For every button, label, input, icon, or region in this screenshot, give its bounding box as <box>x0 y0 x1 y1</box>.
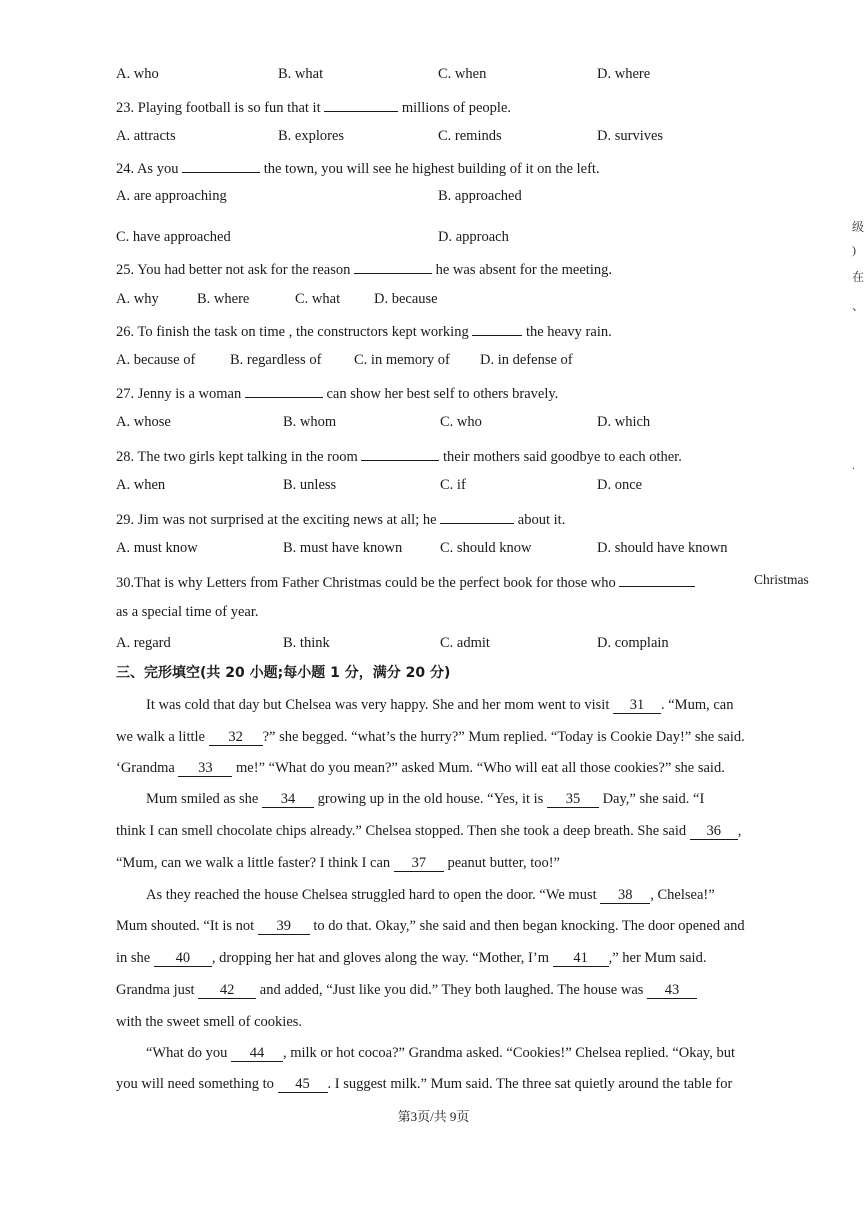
passage-line-4: Mum smiled as she 34 growing up in the old house. “Yes, it is 35 Day,” she said. “I <box>146 791 705 807</box>
q26-blank <box>472 319 522 336</box>
q27-option-c: C. who <box>440 414 482 430</box>
blank-31: 31 <box>613 697 661 714</box>
q30-option-d: D. complain <box>597 635 669 651</box>
blank-41: 41 <box>553 950 609 967</box>
q28-stem: 28. The two girls kept talking in the room their mothers said goodbye to each other. <box>116 444 682 464</box>
blank-32: 32 <box>209 729 263 746</box>
q24-stem: 24. As you the town, you will see he highest building of it on the left. <box>116 156 600 176</box>
blank-35: 35 <box>547 791 599 808</box>
q29-option-a: A. must know <box>116 540 198 556</box>
q24-blank <box>182 156 260 173</box>
q24-option-d: D. approach <box>438 229 509 245</box>
margin-char-5: . <box>852 458 855 472</box>
passage-line-5: think I can smell chocolate chips already.” Chelsea stopped. Then she took a deep breath. She said 36 , <box>116 823 742 839</box>
q30-option-c: C. admit <box>440 635 490 651</box>
page-number: 第3页/共 9页 <box>397 1109 470 1124</box>
blank-42: 42 <box>198 982 256 999</box>
q26-option-c: C. in memory of <box>354 352 450 368</box>
q30-stem: 30.That is why Letters from Father Christmas could be the perfect book for those who <box>116 570 695 590</box>
blank-45: 45 <box>278 1076 328 1093</box>
passage-line-9: in she 40 , dropping her hat and gloves along the way. “Mother, I’m 41 ,” her Mum said. <box>116 950 707 966</box>
passage-line-7: As they reached the house Chelsea struggled hard to open the door. “We must 38 , Chelsea!” <box>146 887 715 903</box>
q22-option-a: A. who <box>116 66 159 82</box>
q23-blank <box>324 95 398 112</box>
q23-option-a: A. attracts <box>116 128 176 144</box>
q25-stem: 25. You had better not ask for the reason he was absent for the meeting. <box>116 257 612 277</box>
q30-option-b: B. think <box>283 635 330 651</box>
q27-blank <box>245 381 323 398</box>
passage-line-3: ‘Grandma 33 me!” “What do you mean?” asked Mum. “Who will eat all those cookies?” she said. <box>116 760 725 776</box>
q22-option-b: B. what <box>278 66 324 82</box>
margin-char-3: 在 <box>852 270 865 284</box>
section-heading: 三、完形填空(共 20 小题;每小题 1 分，满分 20 分) <box>116 665 451 681</box>
q23-option-d: D. survives <box>597 128 664 144</box>
q25-option-a: A. why <box>116 291 159 307</box>
blank-34: 34 <box>262 791 314 808</box>
q28-option-c: C. if <box>440 477 466 493</box>
blank-39: 39 <box>258 918 310 935</box>
q24-option-a: A. are approaching <box>116 188 227 204</box>
q25-option-b: B. where <box>197 291 250 307</box>
q29-option-d: D. should have known <box>597 540 728 556</box>
q28-option-b: B. unless <box>283 477 337 493</box>
q26-option-a: A. because of <box>116 352 196 368</box>
blank-43: 43 <box>647 982 697 999</box>
q27-option-d: D. which <box>597 414 651 430</box>
margin-char-4: 、 <box>852 299 865 313</box>
passage-line-11: with the sweet smell of cookies. <box>116 1014 303 1030</box>
q27-option-b: B. whom <box>283 414 337 430</box>
q26-stem: 26. To finish the task on time , the constructors kept working the heavy rain. <box>116 319 612 339</box>
q23-option-c: C. reminds <box>438 128 502 144</box>
blank-37: 37 <box>394 855 444 872</box>
q30-stem-end: Christmas <box>754 572 809 587</box>
passage-line-12: “What do you 44 , milk or hot cocoa?” Grandma asked. “Cookies!” Chelsea replied. “Okay, but <box>146 1045 735 1061</box>
q30-blank <box>619 570 695 587</box>
q23-stem: 23. Playing football is so fun that it millions of people. <box>116 95 511 115</box>
q26-option-d: D. in defense of <box>480 352 573 368</box>
q25-option-d: D. because <box>374 291 438 307</box>
q23-option-b: B. explores <box>278 128 345 144</box>
passage-line-8: Mum shouted. “It is not 39 to do that. Okay,” she said and then began knocking. The door opened and <box>116 918 745 934</box>
q25-option-c: C. what <box>295 291 341 307</box>
passage-line-2: we walk a little 32 ?” she begged. “what’s the hurry?” Mum replied. “Today is Cookie Day!” she said. <box>116 729 745 745</box>
blank-38: 38 <box>600 887 650 904</box>
blank-44: 44 <box>231 1045 283 1062</box>
margin-char-2: ) <box>852 243 856 257</box>
passage-line-1: It was cold that day but Chelsea was very happy. She and her mom went to visit 31 . “Mum, can <box>146 697 734 713</box>
q28-option-a: A. when <box>116 477 166 493</box>
q29-stem: 29. Jim was not surprised at the exciting news at all; he about it. <box>116 507 565 527</box>
q30-option-a: A. regard <box>116 635 171 651</box>
q24-option-b: B. approached <box>438 188 522 204</box>
q30-stem-cont: as a special time of year. <box>116 604 259 620</box>
blank-40: 40 <box>154 950 212 967</box>
q27-stem: 27. Jenny is a woman can show her best self to others bravely. <box>116 381 558 401</box>
margin-char-1: 级 <box>852 220 865 234</box>
passage-line-6: “Mum, can we walk a little faster? I think I can 37 peanut butter, too!” <box>116 855 560 871</box>
blank-36: 36 <box>690 823 738 840</box>
q22-option-d: D. where <box>597 66 651 82</box>
q25-blank <box>354 257 432 274</box>
q27-option-a: A. whose <box>116 414 171 430</box>
passage-line-13: you will need something to 45 . I suggest milk.” Mum said. The three sat quietly around the table for <box>116 1076 733 1092</box>
q24-option-c: C. have approached <box>116 229 231 245</box>
q29-blank <box>440 507 514 524</box>
q22-option-c: C. when <box>438 66 487 82</box>
q29-option-b: B. must have known <box>283 540 403 556</box>
q28-option-d: D. once <box>597 477 643 493</box>
blank-33: 33 <box>178 760 232 777</box>
q26-option-b: B. regardless of <box>230 352 322 368</box>
q29-option-c: C. should know <box>440 540 532 556</box>
q28-blank <box>361 444 439 461</box>
passage-line-10: Grandma just 42 and added, “Just like you did.” They both laughed. The house was 43 <box>116 980 818 1000</box>
